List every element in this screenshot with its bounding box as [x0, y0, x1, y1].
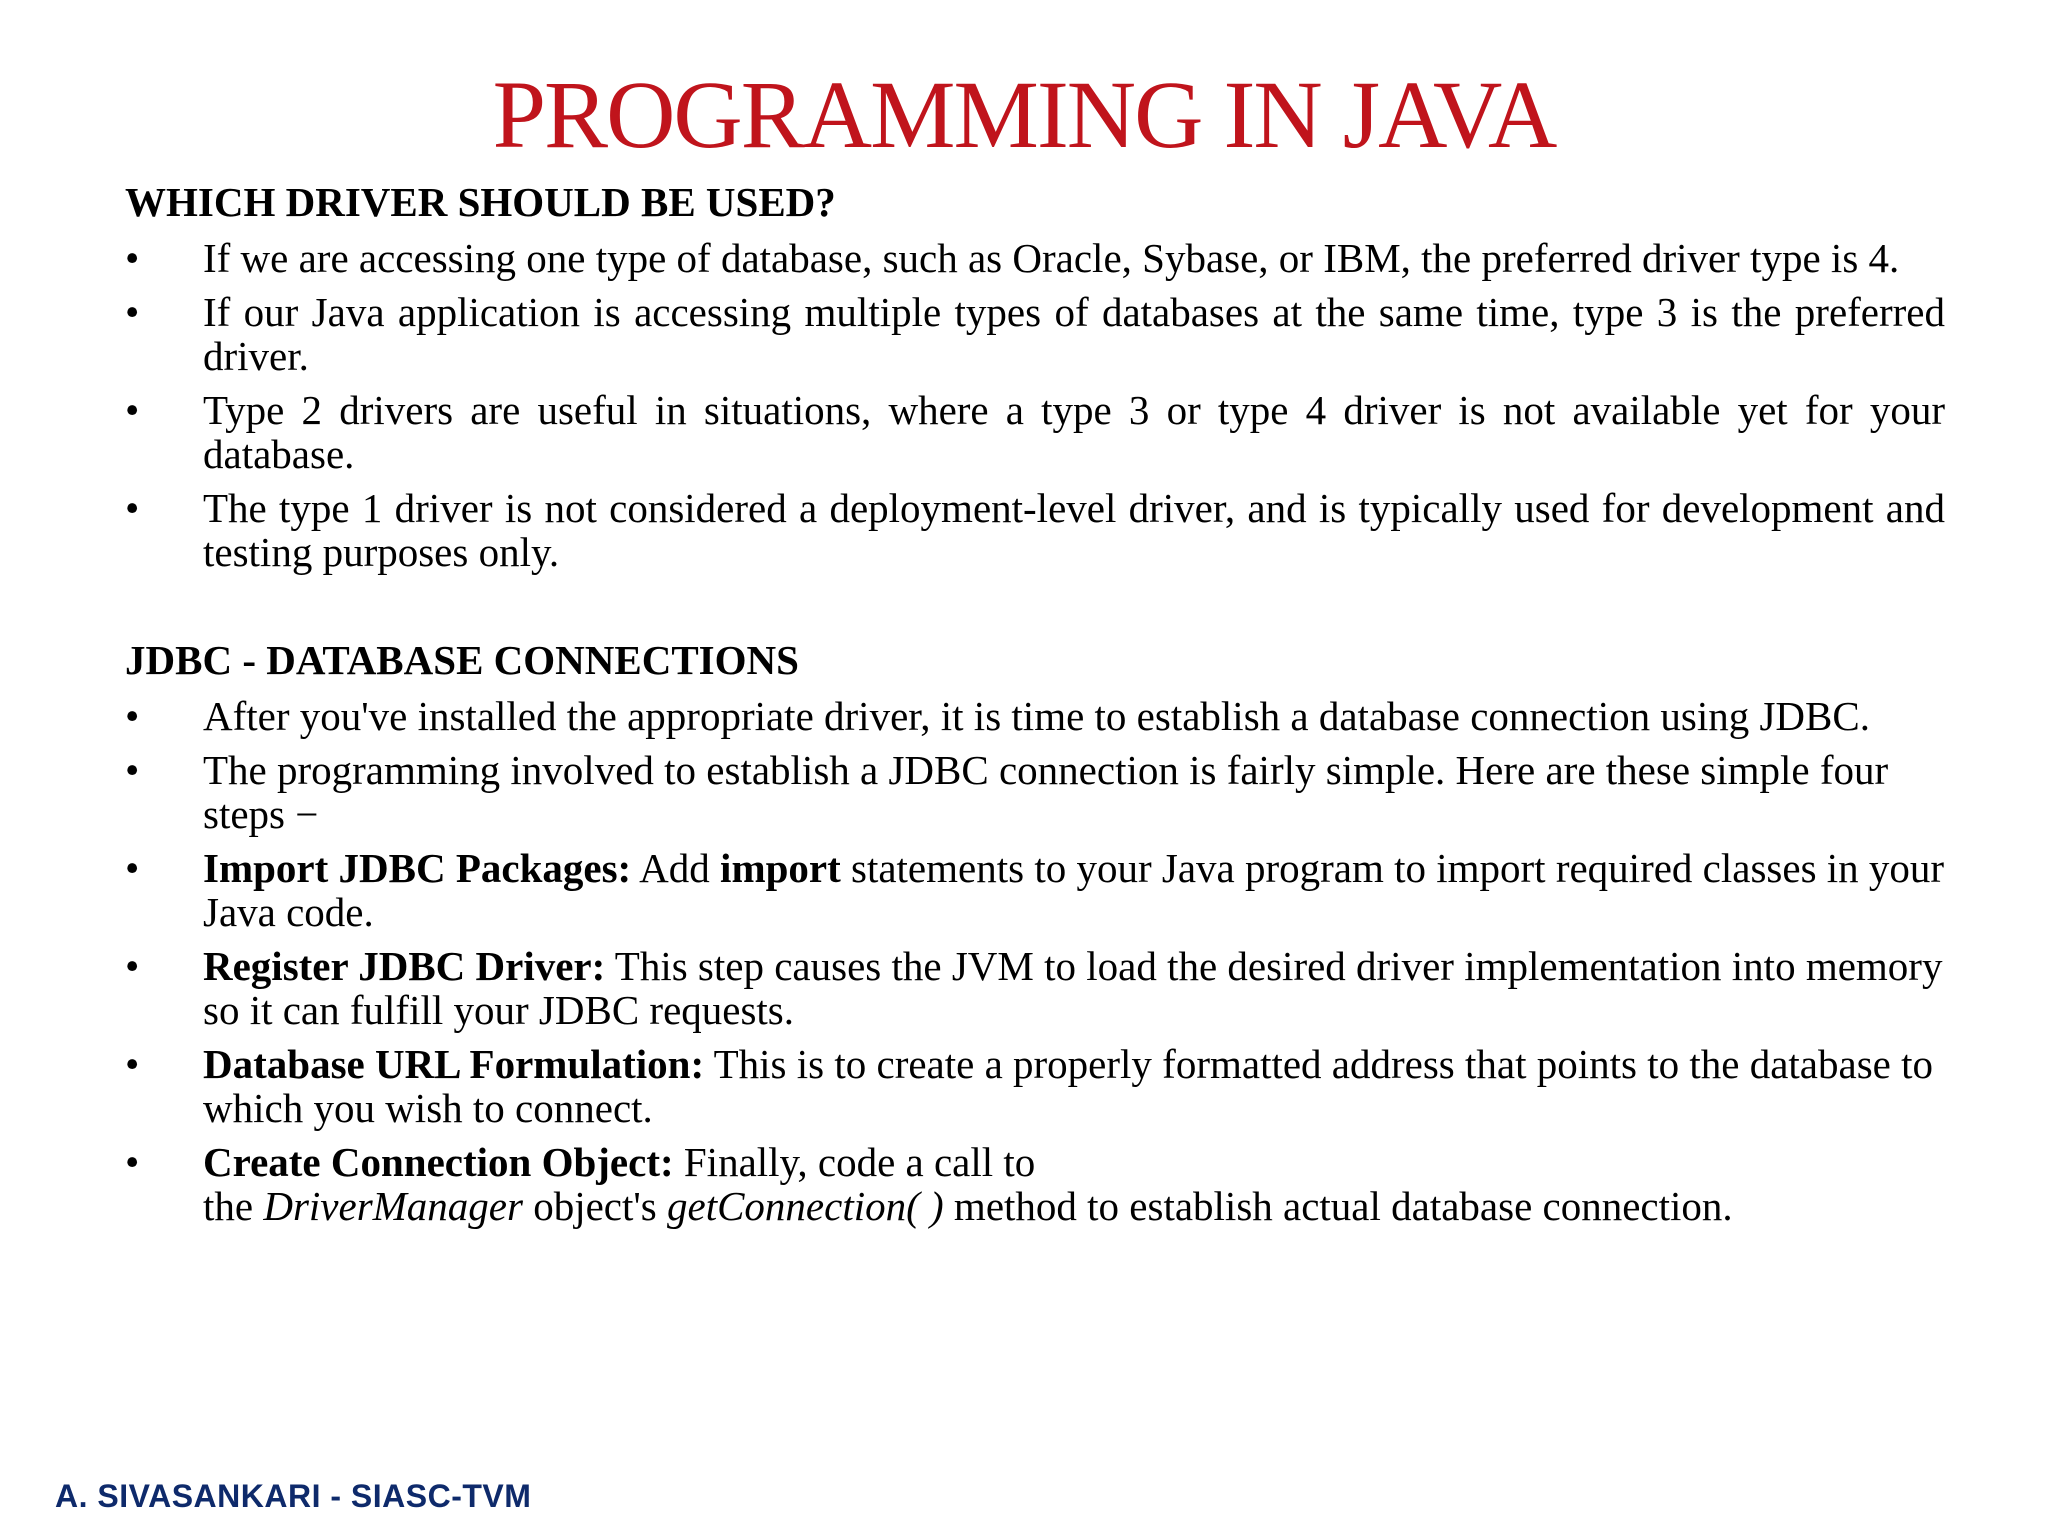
- list-item-text: The programming involved to establish a JDBC connection is fairly simple. Here are these simple four steps −: [203, 747, 1889, 837]
- list-item-register-driver: [125, 944, 1945, 1032]
- step-text: This is to create a properly formatted address that points to the database to which you wish to connect.: [203, 1041, 1933, 1131]
- list-item-text: If we are accessing one type of database, such as Oracle, Sybase, or IBM, the preferred driver type is 4.: [203, 235, 1900, 281]
- step-term: Create Connection Object:: [203, 1139, 674, 1185]
- list-item: [125, 748, 1945, 836]
- list-item-url-formulation: [125, 1042, 1945, 1130]
- bullet-icon: •: [125, 485, 140, 531]
- method-name-getconnection: getConnection( ): [667, 1183, 944, 1229]
- bullet-icon: •: [125, 1139, 140, 1185]
- slide-title: PROGRAMMING IN JAVA: [492, 61, 1556, 168]
- step-text: the: [203, 1183, 264, 1229]
- footer-author: A. SIVASANKARI - SIASC-TVM: [55, 1478, 532, 1514]
- list-item: [125, 236, 1945, 280]
- which-driver-list: [125, 236, 1945, 574]
- list-item-import-packages: [125, 846, 1945, 934]
- step-text: statements to your Java program to import required classes in your Java code.: [203, 845, 1945, 935]
- list-item: [125, 388, 1945, 476]
- list-item: [125, 694, 1945, 738]
- section-heading-which-driver: WHICH DRIVER SHOULD BE USED?: [125, 179, 836, 225]
- list-item-text: Type 2 drivers are useful in situations, where a type 3 or type 4 driver is not available yet for your database.: [203, 387, 1945, 477]
- step-text: This step causes the JVM to load the desired driver implementation into memory so it can fulfill your JDBC requests.: [203, 943, 1943, 1033]
- slide-content: [125, 178, 1945, 1228]
- bullet-icon: •: [125, 1041, 140, 1087]
- section-heading-jdbc-connections: JDBC - DATABASE CONNECTIONS: [125, 637, 799, 683]
- section-spacer: [125, 574, 1945, 636]
- step-term: Register JDBC Driver:: [203, 943, 606, 989]
- class-name-drivermanager: DriverManager: [263, 1183, 523, 1229]
- step-text: object's: [522, 1183, 667, 1229]
- bullet-icon: •: [125, 235, 140, 281]
- list-item-create-connection: [125, 1140, 1945, 1228]
- list-item: [125, 290, 1945, 378]
- step-text: Add: [631, 845, 721, 891]
- list-item-text: The type 1 driver is not considered a deployment-level driver, and is typically used for development and testing purposes only.: [203, 485, 1945, 575]
- list-item-text: After you've installed the appropriate driver, it is time to establish a database connection using JDBC.: [203, 693, 1870, 739]
- bullet-icon: •: [125, 845, 140, 891]
- list-item: [125, 486, 1945, 574]
- bullet-icon: •: [125, 747, 140, 793]
- list-item-text: If our Java application is accessing multiple types of databases at the same time, type 3 is the preferred driver.: [203, 289, 1945, 379]
- bullet-icon: •: [125, 943, 140, 989]
- step-term: Database URL Formulation:: [203, 1041, 705, 1087]
- step-term: Import JDBC Packages:: [203, 845, 632, 891]
- bullet-icon: •: [125, 289, 140, 335]
- bullet-icon: •: [125, 693, 140, 739]
- bullet-icon: •: [125, 387, 140, 433]
- step-text: Finally, code a call to: [673, 1139, 1036, 1185]
- keyword-import: import: [720, 845, 841, 891]
- jdbc-connections-list: [125, 694, 1945, 1228]
- step-text: method to establish actual database connection.: [943, 1183, 1733, 1229]
